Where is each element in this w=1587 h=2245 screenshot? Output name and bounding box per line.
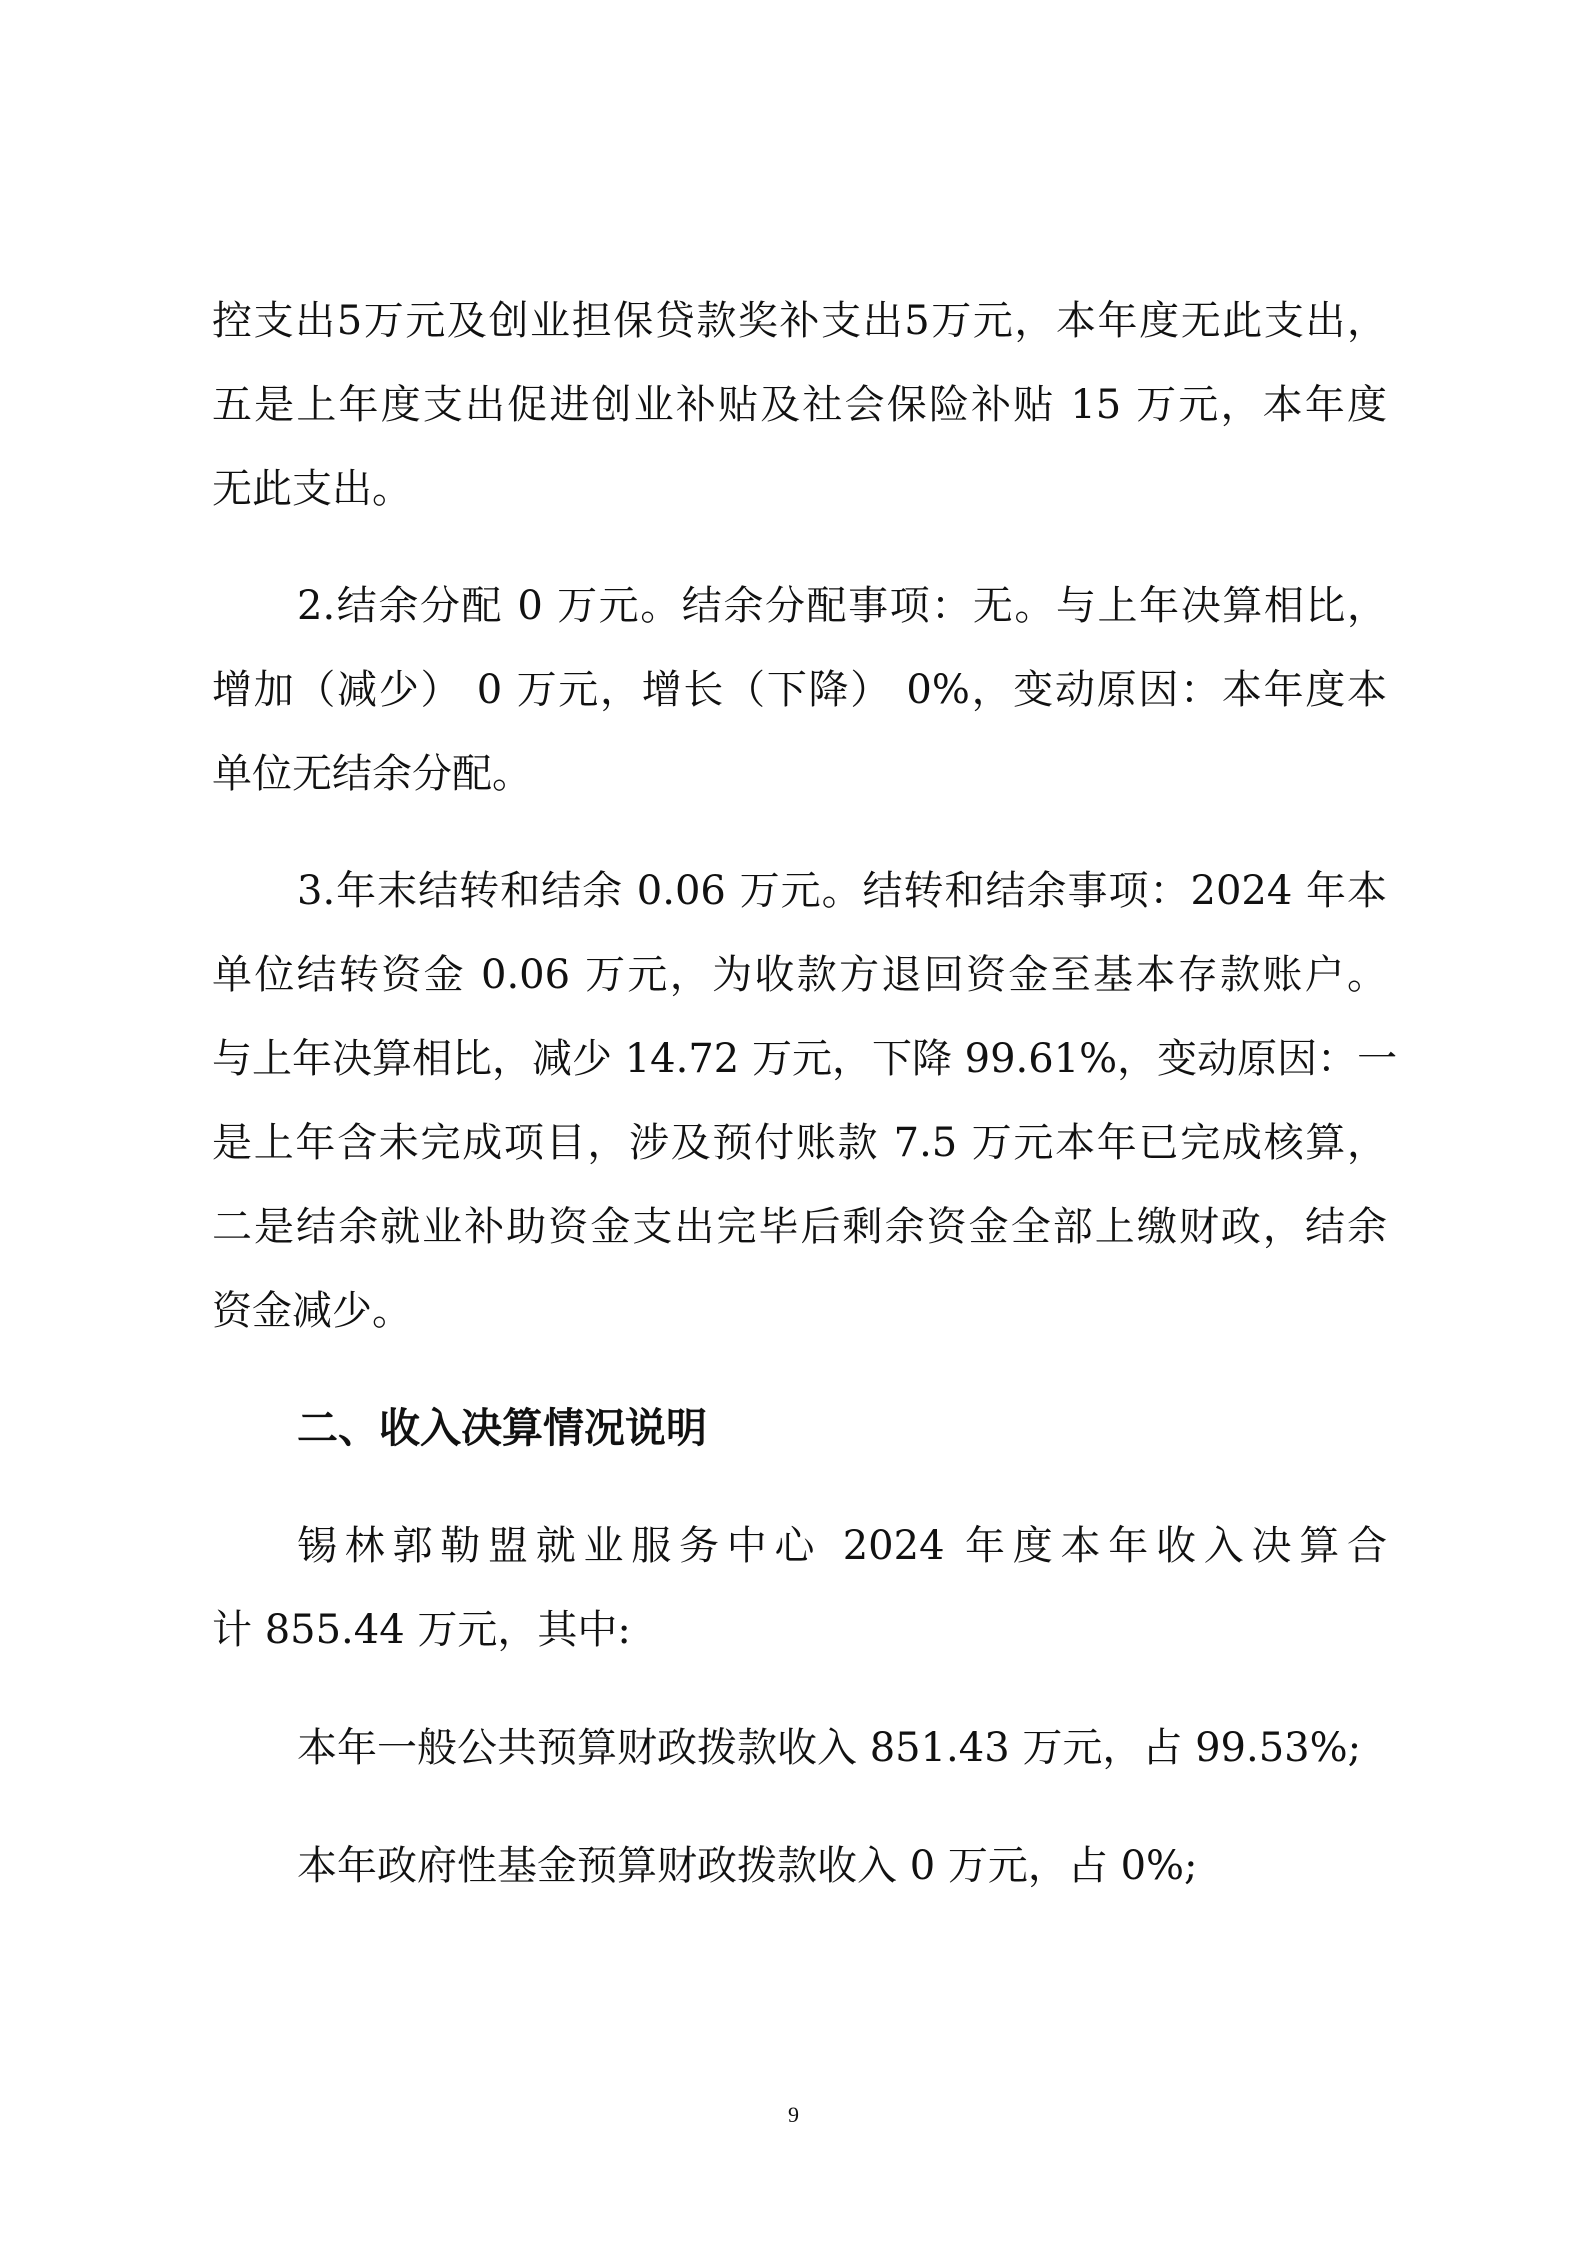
- paragraph-line: 2.结余分配 0 万元。结余分配事项：无。与上年决算相比，: [297, 583, 1387, 629]
- paragraph-line: 增加（减少） 0 万元，增长（下降） 0%，变动原因：本年度本: [212, 667, 1387, 713]
- paragraph-line: 与上年决算相比，减少 14.72 万元，下降 99.61%，变动原因：一: [212, 1036, 1398, 1082]
- paragraph-line: 二是结余就业补助资金支出完毕后剩余资金全部上缴财政，结余: [212, 1204, 1387, 1250]
- paragraph-line: 单位无结余分配。: [212, 751, 532, 797]
- paragraph-line: 控支出5万元及创业担保贷款奖补支出5万元，本年度无此支出，: [212, 298, 1387, 344]
- page-number: 9: [788, 2102, 799, 2127]
- paragraph-line: 单位结转资金 0.06 万元，为收款方退回资金至基本存款账户。: [212, 952, 1387, 998]
- paragraph-line: 计 855.44 万元，其中:: [212, 1607, 631, 1653]
- paragraph-line: 无此支出。: [212, 466, 412, 512]
- paragraph-line: 资金减少。: [212, 1288, 412, 1334]
- paragraph-line: 锡林郭勒盟就业服务中心 2024 年度本年收入决算合: [297, 1523, 1387, 1569]
- paragraph-line: 本年一般公共预算财政拨款收入 851.43 万元，占 99.53%;: [297, 1725, 1362, 1771]
- section-heading: 二、收入决算情况说明: [297, 1404, 707, 1452]
- paragraph-line: 五是上年度支出促进创业补贴及社会保险补贴 15 万元，本年度: [212, 382, 1387, 428]
- paragraph-line: 3.年末结转和结余 0.06 万元。结转和结余事项：2024 年本: [297, 868, 1387, 914]
- paragraph-line: 本年政府性基金预算财政拨款收入 0 万元，占 0%;: [297, 1843, 1198, 1889]
- paragraph-line: 是上年含未完成项目，涉及预付账款 7.5 万元本年已完成核算，: [212, 1120, 1387, 1166]
